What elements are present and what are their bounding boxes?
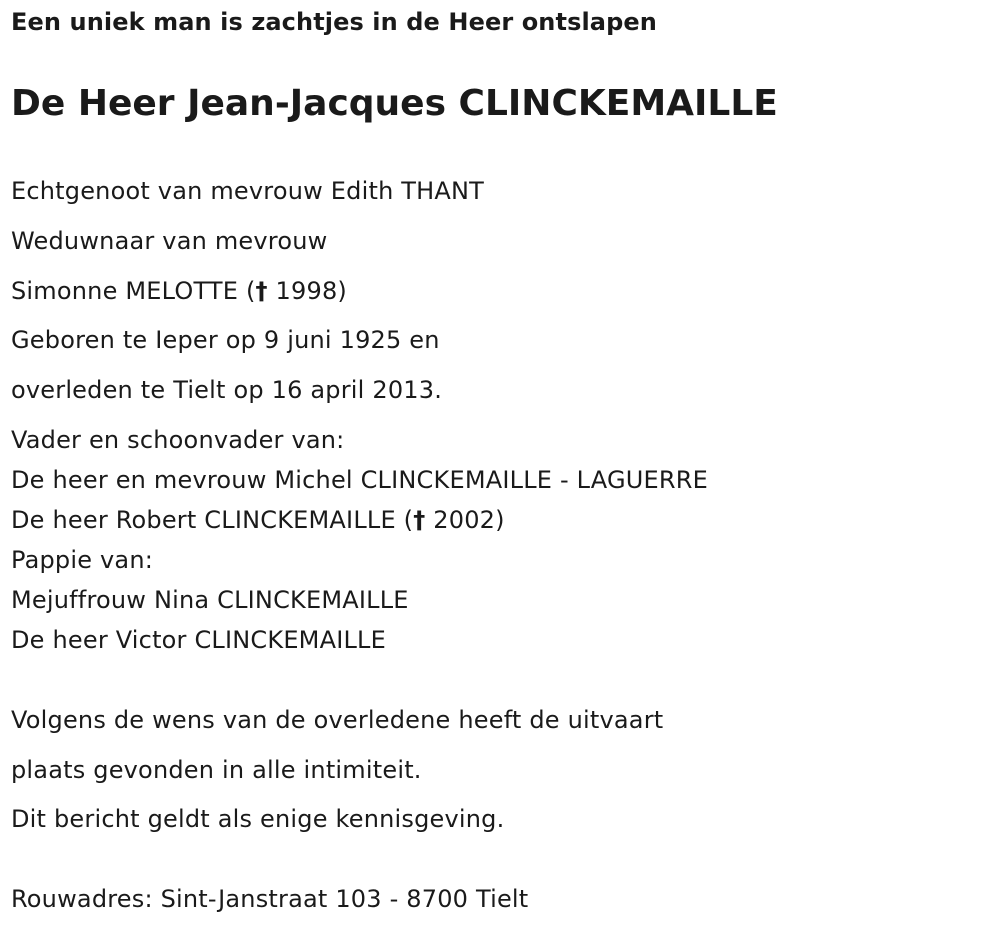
grandchild-1: Mejuffrouw Nina CLINCKEMAILLE (11, 586, 409, 614)
late-wife-name: Simonne MELOTTE ( (11, 277, 256, 305)
late-wife-year: 1998) (267, 277, 347, 305)
child-2-year: 2002) (425, 506, 505, 534)
child-1: De heer en mevrouw Michel CLINCKEMAILLE - LAGUERRE (11, 466, 709, 494)
spouse-line: Echtgenoot van mevrouw Edith THANT (11, 177, 485, 205)
grandchild-2: De heer Victor CLINCKEMAILLE (11, 626, 386, 654)
widower-line: Weduwnaar van mevrouw (11, 227, 328, 255)
funeral-line-2: plaats gevonden in alle intimiteit. (11, 756, 422, 784)
birth-line: Geboren te Ieper op 9 juni 1925 en (11, 326, 440, 354)
funeral-line-1: Volgens de wens van de overledene heeft de uitvaart (11, 706, 664, 734)
notice-line: Dit bericht geldt als enige kennisgeving. (11, 805, 505, 833)
child-2-line (11, 506, 505, 534)
mourning-address: Rouwadres: Sint-Janstraat 103 - 8700 Tielt (11, 885, 529, 913)
parent-label: Vader en schoonvader van: (11, 426, 345, 454)
late-wife-line (11, 277, 347, 305)
grandparent-label: Pappie van: (11, 546, 154, 574)
cross-icon: † (413, 506, 426, 534)
child-2-name: De heer Robert CLINCKEMAILLE ( (11, 506, 414, 534)
cross-icon: † (255, 277, 268, 305)
deceased-name: De Heer Jean-Jacques CLINCKEMAILLE (11, 83, 778, 124)
intro-heading: Een uniek man is zachtjes in de Heer ontslapen (11, 8, 657, 36)
death-line: overleden te Tielt op 16 april 2013. (11, 376, 443, 404)
